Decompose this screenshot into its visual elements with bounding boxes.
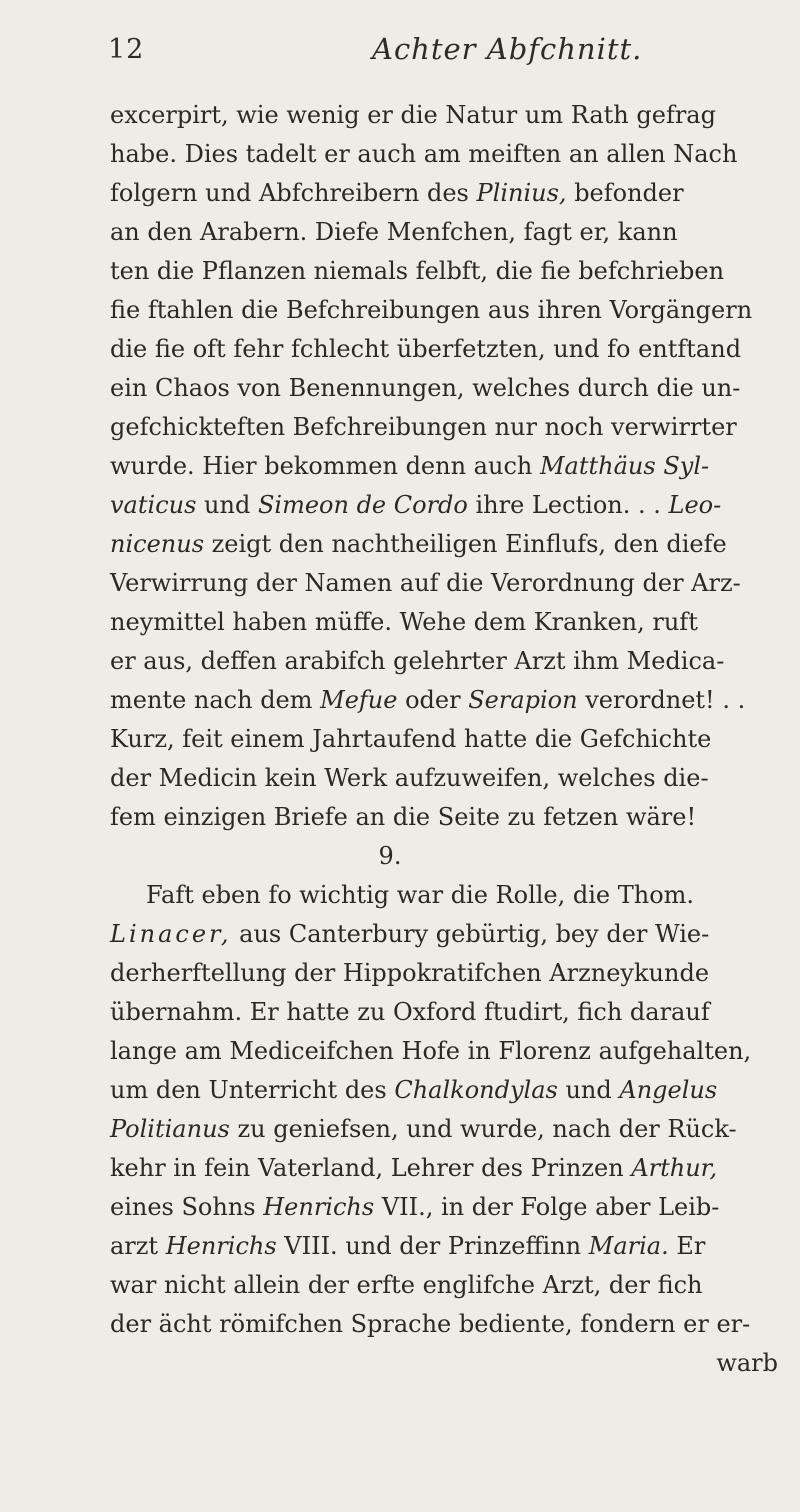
person-name: Politianus <box>110 1115 230 1143</box>
catchword: warb <box>716 1349 778 1377</box>
person-name: Arthur, <box>631 1154 718 1182</box>
person-name: Angelus <box>619 1076 718 1104</box>
text-line: wurde. Hier bekommen denn auch Matthäus Syl- <box>110 452 710 480</box>
text-line: vaticus und Simeon de Cordo ihre Lection. . . Leo- <box>110 491 722 519</box>
text-line: ten die Pflanzen niemals felbft, die fie befchrieben <box>110 257 725 285</box>
text-line: habe. Dies tadelt er auch am meiften an allen Nach <box>110 140 738 168</box>
person-name: Mefue <box>320 686 398 714</box>
text-line: lange am Mediceifchen Hofe in Florenz aufgehalten, <box>110 1037 752 1065</box>
section-number: 9. <box>378 842 402 870</box>
text-line: Verwirrung der Namen auf die Verordnung der Arz- <box>110 569 741 597</box>
person-name: Plinius, <box>476 179 567 207</box>
page-number: 12 <box>108 34 145 65</box>
person-name: Henrichs <box>165 1232 277 1260</box>
text-line: gefchickteften Befchreibungen nur noch verwirrter <box>110 413 737 441</box>
text-line: er aus, deffen arabifch gelehrter Arzt ihm Medica- <box>110 647 725 675</box>
text-line: folgern und Abfchreibern des Plinius, befonder <box>110 179 684 207</box>
text-line: kehr in fein Vaterland, Lehrer des Prinzen Arthur, <box>110 1154 718 1182</box>
person-name: Leo- <box>668 491 722 519</box>
text-line: nicenus zeigt den nachtheiligen Einflufs, den diefe <box>110 530 727 558</box>
text-line: die fie oft fehr fchlecht überfetzten, und fo entftand <box>110 335 742 363</box>
person-name: nicenus <box>110 530 205 558</box>
text-line: der ächt römifchen Sprache bediente, fondern er er- <box>110 1310 751 1338</box>
text-line: übernahm. Er hatte zu Oxford ftudirt, fich darauf <box>110 998 710 1026</box>
person-name: Linacer, <box>110 920 232 948</box>
running-title: Achter Abfchnitt. <box>372 32 643 66</box>
person-name: Simeon de Cordo <box>257 491 468 519</box>
text-line: excerpirt, wie wenig er die Natur um Rath gefrag <box>110 101 716 129</box>
person-name: Henrichs <box>263 1193 375 1221</box>
text-line: eines Sohns Henrichs VII., in der Folge aber Leib- <box>110 1193 720 1221</box>
text-line: der Medicin kein Werk aufzuweifen, welches die- <box>110 764 709 792</box>
text-line: um den Unterricht des Chalkondylas und Angelus <box>110 1076 718 1104</box>
page-header <box>0 32 800 72</box>
text-line: fem einzigen Briefe an die Seite zu fetzen wäre! <box>110 803 697 831</box>
text-line: Kurz, feit einem Jahrtaufend hatte die Gefchichte <box>110 725 712 753</box>
text-line: fie ftahlen die Befchreibungen aus ihren Vorgängern <box>110 296 753 324</box>
text-line: Linacer, aus Canterbury gebürtig, bey der Wie- <box>110 920 710 948</box>
text-line: war nicht allein der erfte englifche Arzt, der fich <box>110 1271 703 1299</box>
text-line: mente nach dem Mefue oder Serapion verordnet! . . <box>110 686 746 714</box>
text-line: arzt Henrichs VIII. und der Prinzeffinn Maria. Er <box>110 1232 706 1260</box>
text-line: neymittel haben müffe. Wehe dem Kranken, ruft <box>110 608 698 636</box>
text-line: Politianus zu geniefsen, und wurde, nach der Rück- <box>110 1115 737 1143</box>
text-line: Faft eben fo wichtig war die Rolle, die Thom. <box>146 881 695 909</box>
person-name: Maria. <box>588 1232 669 1260</box>
person-name: Chalkondylas <box>394 1076 558 1104</box>
text-line: an den Arabern. Diefe Menfchen, fagt er, kann <box>110 218 678 246</box>
person-name: Matthäus Syl- <box>539 452 710 480</box>
person-name: Serapion <box>468 686 578 714</box>
body-text <box>110 96 800 1383</box>
person-name: vaticus <box>110 491 197 519</box>
text-line: ein Chaos von Benennungen, welches durch die un- <box>110 374 741 402</box>
text-line: derherftellung der Hippokratifchen Arzneykunde <box>110 959 710 987</box>
